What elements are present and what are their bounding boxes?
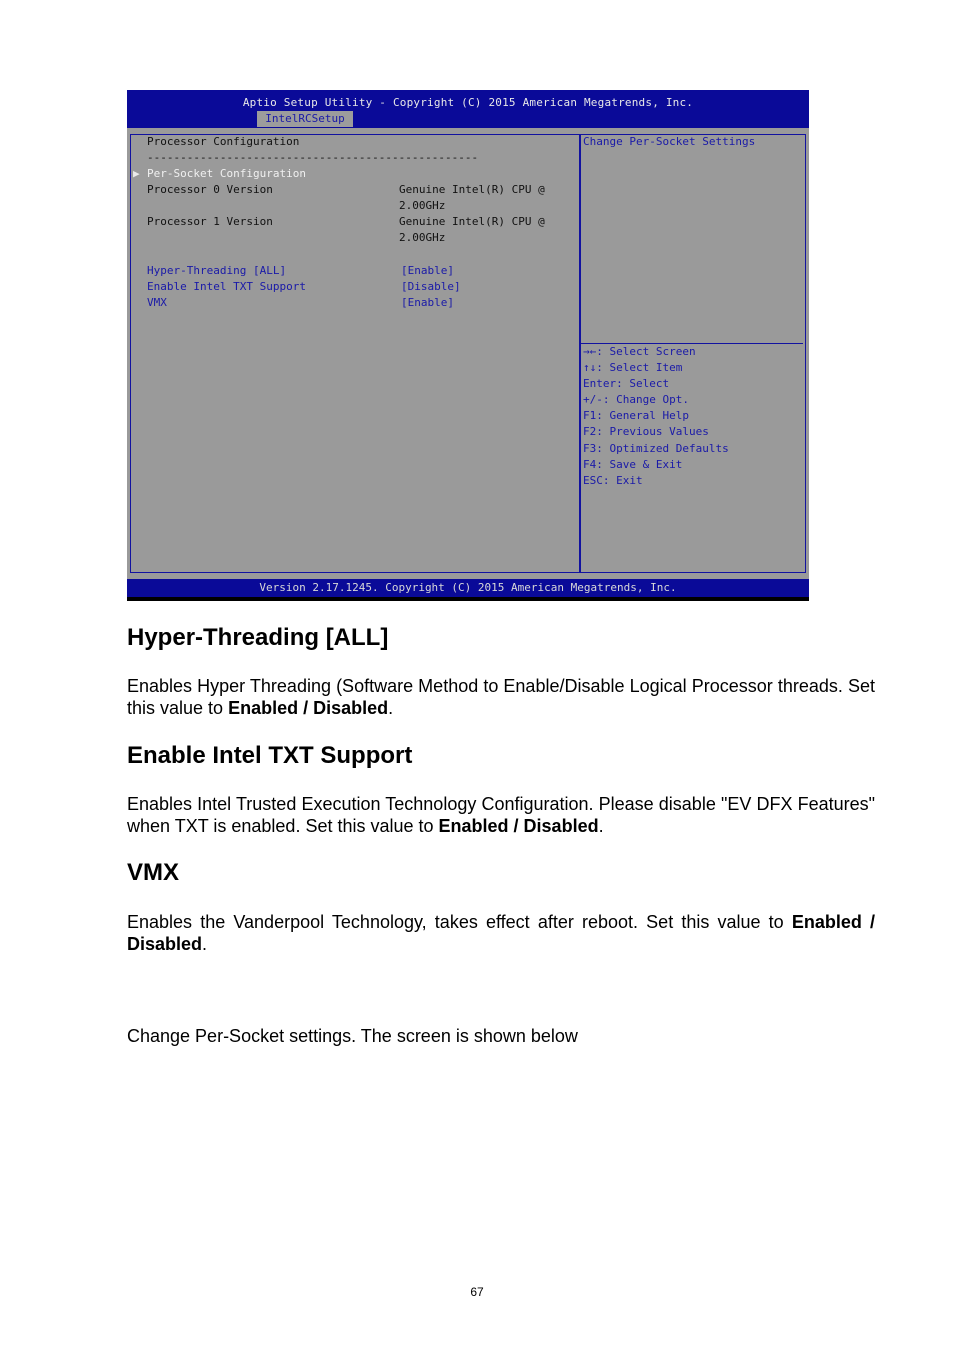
key-hint: ↑↓: Select Item xyxy=(583,361,683,374)
page-number: 67 xyxy=(470,1285,484,1299)
option-txt-support-value[interactable]: [Disable] xyxy=(401,280,461,293)
processor-1-value-cont: 2.00GHz xyxy=(399,231,446,244)
key-hint: F3: Optimized Defaults xyxy=(583,442,729,455)
section-text-hyper-threading: Enables Hyper Threading (Software Method to Enable/Disable Logical Processor threads. Set this value to Enabled / Disabled. xyxy=(127,676,875,718)
submenu-per-socket-configuration[interactable]: Per-Socket Configuration xyxy=(147,167,306,180)
option-txt-support-label[interactable]: Enable Intel TXT Support xyxy=(147,280,306,293)
section-heading: Processor Configuration xyxy=(147,135,300,148)
submenu-arrow-icon: ▶ xyxy=(133,167,140,180)
option-hyper-threading-value[interactable]: [Enable] xyxy=(401,264,454,277)
processor-0-value-cont: 2.00GHz xyxy=(399,199,446,212)
option-hyper-threading-label[interactable]: Hyper-Threading [ALL] xyxy=(147,264,287,277)
option-vmx-label[interactable]: VMX xyxy=(147,296,167,309)
bios-screenshot xyxy=(127,90,809,601)
bios-body xyxy=(127,128,809,579)
key-hint: →←: Select Screen xyxy=(583,345,696,358)
section-text-txt-support: Enables Intel Trusted Execution Technology Configuration. Please disable "EV DFX Features" when TXT is enabled. Set this value to Enabled / Disabled. xyxy=(127,794,875,836)
key-hint: F2: Previous Values xyxy=(583,425,709,438)
section-heading-txt-support: Enable Intel TXT Support xyxy=(127,742,413,769)
key-hint: +/-: Change Opt. xyxy=(583,393,689,406)
section-heading-vmx: VMX xyxy=(127,859,180,886)
closing-text: Change Per-Socket settings. The screen is shown below xyxy=(127,1026,578,1046)
key-hint: F4: Save & Exit xyxy=(583,458,683,471)
processor-0-value: Genuine Intel(R) CPU @ xyxy=(399,183,545,196)
key-hint: ESC: Exit xyxy=(583,474,643,487)
processor-1-label: Processor 1 Version xyxy=(147,215,273,228)
key-hint: F1: General Help xyxy=(583,409,689,422)
key-hint: Enter: Select xyxy=(583,377,670,390)
section-text-vmx: Enables the Vanderpool Technology, takes effect after reboot. Set this value to Enabled / Disabled. xyxy=(127,912,876,954)
tab-intelrcsetup[interactable]: IntelRCSetup xyxy=(257,111,353,127)
left-panel-frame xyxy=(130,134,579,573)
option-vmx-value[interactable]: [Enable] xyxy=(401,296,454,309)
section-heading-hyper-threading: Hyper-Threading [ALL] xyxy=(127,624,389,651)
bios-bottom-border xyxy=(127,597,809,601)
heading-divider: -------------------------------------------------- xyxy=(147,151,479,164)
bios-footer: Version 2.17.1245. Copyright (C) 2015 American Megatrends, Inc. xyxy=(127,579,809,597)
processor-1-value: Genuine Intel(R) CPU @ xyxy=(399,215,545,228)
bios-title: Aptio Setup Utility - Copyright (C) 2015 American Megatrends, Inc. xyxy=(242,96,694,109)
processor-0-label: Processor 0 Version xyxy=(147,183,273,196)
help-text: Change Per-Socket Settings xyxy=(583,135,756,148)
